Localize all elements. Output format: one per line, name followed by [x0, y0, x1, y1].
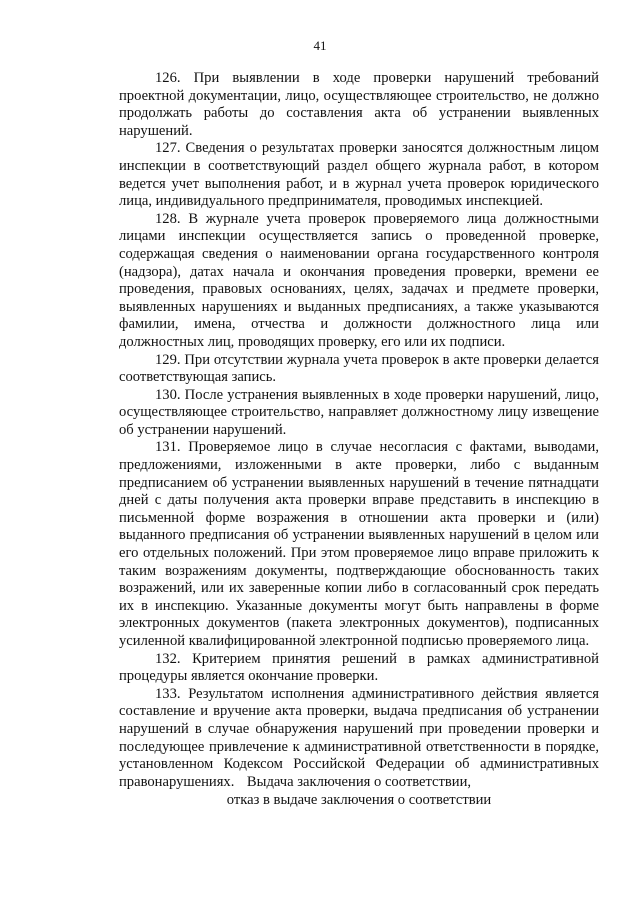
paragraph-130: 130. После устранения выявленных в ходе проверки нарушений, лицо, осуществляющее строительство, направляет должностному лицу извещение об устранении нарушений.	[119, 386, 599, 438]
section-heading-line-2: отказ в выдаче заключения о соответствии	[226, 792, 492, 808]
paragraph-127: 127. Сведения о результатах проверки заносятся должностным лицом инспекции в соответствующий раздел общего журнала работ, в котором ведется учет выполнения работ, и в журнал учета проверок юридического лица, индивидуального предпринимателя, проводимых инспекцией.	[119, 140, 599, 210]
paragraph-133: 133. Результатом исполнения административного действия является составление и вручение акта проверки, выдача предписания об устранении нарушений в случае обнаружения нарушений при проведении проверки и последующее привлечение к административной ответственности в порядке, установленном Кодексом Российской Федерации об административных правонарушениях.	[119, 685, 599, 790]
document-body	[119, 70, 599, 791]
section-heading-line-1: Выдача заключения о соответствии,	[246, 774, 472, 790]
paragraph-132: 132. Критерием принятия решений в рамках административной процедуры является окончание проверки.	[119, 650, 599, 685]
section-heading	[119, 773, 599, 809]
page-number: 41	[313, 38, 327, 53]
paragraph-131: 131. Проверяемое лицо в случае несогласия с фактами, выводами, предложениями, изложенными в акте проверки, либо с выданным предписанием об устранении выявленных нарушений в течение пятнадцати дней с даты получения акта проверки вправе представить в инспекцию в письменной форме возражения в отношении акта проверки и (или) выданного предписания об устранении выявленных нарушений в целом или его отдельных положений. При этом проверяемое лицо вправе приложить к таким возражениям документы, подтверждающие обоснованность таких возражений, или их заверенные копии либо в согласованный срок передать их в инспекцию. Указанные документы могут быть направлены в форме электронных документов (пакета электронных документов), подписанных усиленной квалифицированной электронной подписью проверяемого лица.	[119, 439, 599, 649]
paragraph-129: 129. При отсутствии журнала учета проверок в акте проверки делается соответствующая запись.	[119, 351, 599, 386]
paragraph-126: 126. При выявлении в ходе проверки нарушений требований проектной документации, лицо, осуществляющее строительство, не должно продолжать работы до составления акта об устранении выявленных нарушений.	[119, 70, 599, 139]
paragraph-128: 128. В журнале учета проверок проверяемого лица должностными лицами инспекции осуществляется запись о проведенной проверке, содержащая сведения о наименовании органа государственного контроля (надзора), датах начала и окончания проведения проверки, времени ее проведения, правовых основаниях, целях, задачах и предмете проверки, выявленных нарушениях и выданных предписаниях, а также указываются фамилии, имена, отчества и должности должностного лица или должностных лиц, проводящих проверку, его или их подписи.	[119, 210, 599, 350]
